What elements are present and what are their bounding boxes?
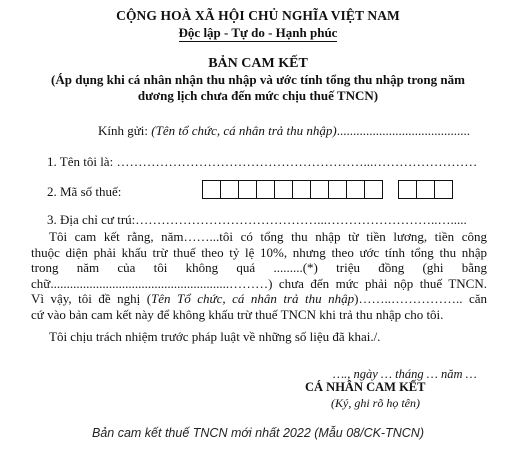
signature-title: CÁ NHÂN CAM KẾT bbox=[305, 380, 426, 394]
request-start: Vì vậy, tôi đề nghị ( bbox=[31, 291, 152, 307]
recipient-placeholder: (Tên tổ chức, cá nhân trả thu nhập) bbox=[151, 123, 337, 138]
signature-date: …., ngày … tháng … năm … bbox=[333, 367, 477, 381]
tax-code-label: 2. Mã số thuế: bbox=[47, 184, 122, 199]
signature-note: (Ký, ghi rõ họ tên) bbox=[331, 396, 420, 410]
document-subtitle-line-2: dương lịch chưa đến mức chịu thuế TNCN) bbox=[137, 88, 379, 103]
tax-code-digit-box bbox=[328, 180, 347, 199]
paragraph-line: thuộc diện phải khấu trừ thuế theo tỷ lệ 10%, nhưng theo ước tính tổng thu nhập bbox=[31, 244, 487, 260]
request-line bbox=[31, 291, 487, 307]
tax-code-digit-box bbox=[364, 180, 383, 199]
national-motto bbox=[0, 25, 516, 41]
recipient-label: Kính gửi: bbox=[98, 123, 152, 138]
tax-code-digit-box bbox=[292, 180, 311, 199]
tax-code-digit-box bbox=[238, 180, 257, 199]
document-subtitle-line-1: (Áp dụng khi cá nhân nhận thu nhập và ước tính tổng thu nhập trong năm bbox=[51, 72, 465, 87]
tax-code-boxes-main bbox=[202, 180, 382, 199]
tax-code-digit-box bbox=[416, 180, 435, 199]
tax-code-digit-box bbox=[256, 180, 275, 199]
request-line-2: cứ vào bản cam kết này để không khấu trừ thuế TNCN khi trả thu nhập cho tôi. bbox=[31, 306, 444, 322]
recipient-line bbox=[98, 123, 470, 139]
tax-code-digit-box bbox=[398, 180, 417, 199]
tax-code-digit-box bbox=[274, 180, 293, 199]
request-end: )……..…………….. căn bbox=[354, 291, 487, 307]
tax-code-digit-box bbox=[202, 180, 221, 199]
responsibility-line: Tôi chịu trách nhiệm trước pháp luật về những số liệu đã khai./. bbox=[49, 328, 381, 344]
address-field: 3. Địa chỉ cư trú:……………………………………...……………………..…..... bbox=[47, 212, 467, 227]
tax-code-digit-box bbox=[346, 180, 365, 199]
tax-code-digit-box bbox=[310, 180, 329, 199]
tax-code-digit-box bbox=[434, 180, 453, 199]
paragraph-line: chữ.......................................................………) chưa đến mức phải nộp thuế TNCN. bbox=[31, 275, 487, 291]
commitment-paragraph bbox=[31, 229, 487, 344]
paragraph-line: trong năm của tôi không quá .........(*) triệu đồng (ghi bằng bbox=[31, 260, 487, 276]
tax-code-digit-box bbox=[220, 180, 239, 199]
document-title: BẢN CAM KẾT bbox=[208, 56, 308, 71]
name-field: 1. Tên tôi là: …………………………………………………...…………………… bbox=[47, 154, 478, 169]
tax-code-boxes-suffix bbox=[398, 180, 452, 199]
paragraph-line: Tôi cam kết rằng, năm……...tôi có tổng thu nhập từ tiền lương, tiền công bbox=[49, 229, 487, 244]
image-caption: Bản cam kết thuế TNCN mới nhất 2022 (Mẫu 08/CK-TNCN) bbox=[92, 426, 424, 440]
request-payer-placeholder: Tên Tổ chức, cá nhân trả thu nhập bbox=[151, 291, 355, 307]
national-header: CỘNG HOÀ XÃ HỘI CHỦ NGHĨA VIỆT NAM bbox=[116, 8, 400, 23]
motto-text: Độc lập - Tự do - Hạnh phúc bbox=[178, 25, 338, 40]
recipient-dots: ......................................... bbox=[336, 123, 470, 138]
